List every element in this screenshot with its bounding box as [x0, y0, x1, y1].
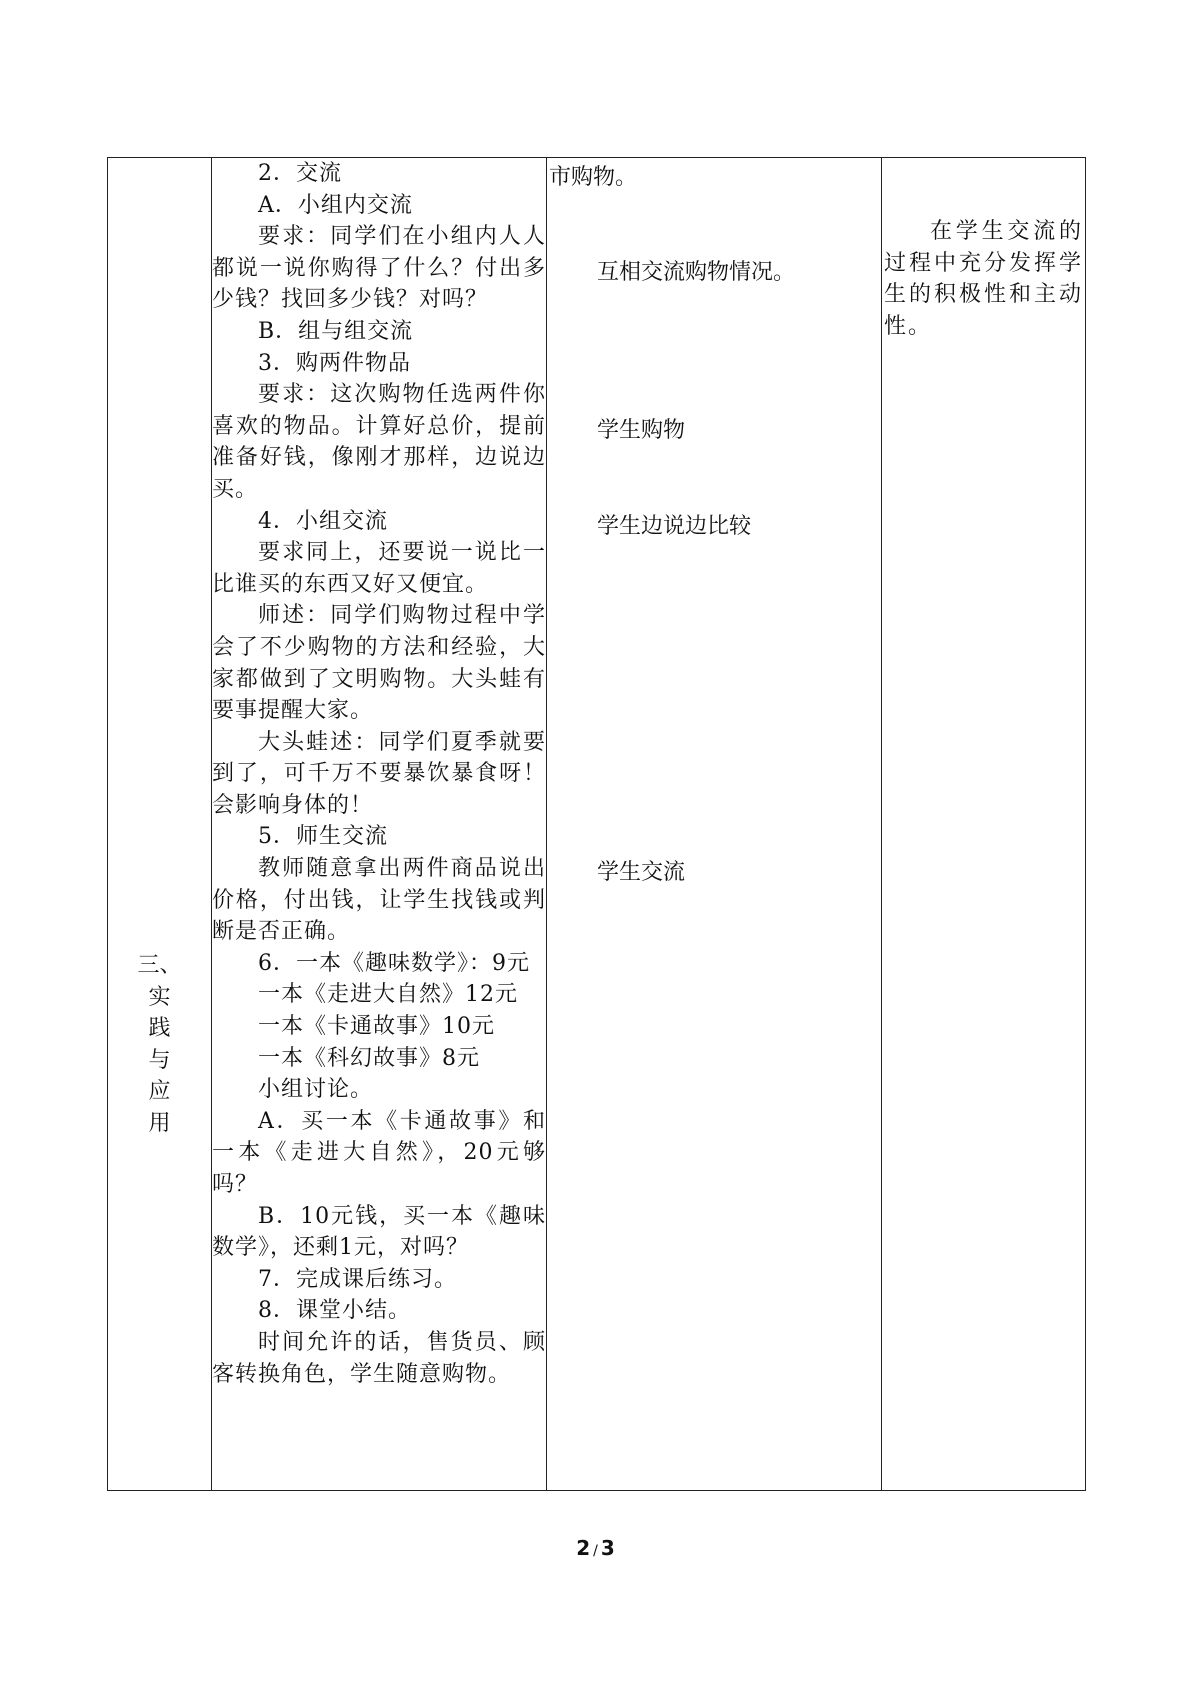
process-paragraph: 要求：同学们在小组内人人都说一说你购得了什么？付出多少钱？找回多少钱？对吗？	[212, 224, 546, 313]
stage-label-char: 实	[148, 984, 171, 1010]
stage-label-char: 践	[148, 1016, 171, 1042]
page-total: 3	[600, 1536, 615, 1560]
stage-label-char: 三、	[137, 953, 182, 978]
teaching-process-cell	[212, 158, 547, 1491]
process-paragraph: 师述：同学们购物过程中学会了不少购物的方法和经验，大家都做到了文明购物。大头蛙有要事提醒大家。	[212, 603, 546, 724]
process-paragraph: 小组讨论。	[258, 1077, 374, 1103]
process-paragraph: 5．师生交流	[258, 824, 388, 850]
process-paragraph: 要求：这次购物任选两件你喜欢的物品。计算好总价，提前准备好钱，像刚才那样，边说边买。	[212, 382, 546, 502]
stage-label	[108, 950, 211, 1140]
process-paragraph: 2．交流	[258, 161, 342, 186]
process-paragraph: 大头蛙述：同学们夏季就要到了，可千万不要暴饮暴食呀！会影响身体的！	[212, 729, 546, 818]
stage-label-char: 与	[148, 1047, 171, 1073]
activity-text: 学生交流	[597, 860, 686, 885]
stage-cell	[108, 158, 212, 1491]
process-paragraph: B．组与组交流	[258, 318, 414, 344]
lesson-plan-table	[107, 157, 1086, 1491]
activity-text: 学生边说边比较	[597, 514, 752, 539]
activity-text: 学生购物	[597, 418, 686, 443]
design-intent-text: 在学生交流的过程中充分发挥学生的积极性和主动性。	[884, 219, 1083, 339]
process-paragraph: 7．完成课后练习。	[258, 1266, 457, 1292]
process-paragraph: 要求同上，还要说一说比一比谁买的东西又好又便宜。	[212, 540, 546, 597]
page-separator: /	[593, 1543, 598, 1559]
process-paragraph: B．10元钱，买一本《趣味数学》，还剩1元，对吗？	[212, 1203, 546, 1261]
design-intent-cell	[882, 158, 1086, 1491]
process-paragraph: A．小组内交流	[258, 192, 413, 218]
student-activity-cell	[547, 158, 882, 1491]
page-number	[0, 1536, 1191, 1560]
process-paragraph: 3．购两件物品	[258, 350, 411, 376]
activity-text: 互相交流购物情况。	[597, 260, 796, 285]
table-row	[108, 158, 1086, 1491]
process-paragraph: 一本《卡通故事》10元	[258, 1014, 495, 1040]
process-paragraph: 教师随意拿出两件商品说出价格，付出钱，让学生找钱或判断是否正确。	[212, 856, 546, 945]
process-paragraph: 一本《科幻故事》8元	[258, 1045, 480, 1071]
activity-text: 市购物。	[549, 165, 638, 190]
process-paragraph: 8．课堂小结。	[258, 1298, 411, 1324]
process-paragraph: A．买一本《卡通故事》和一本《走进大自然》，20元够吗？	[212, 1108, 546, 1197]
stage-label-char: 应	[148, 1079, 171, 1105]
page-current: 2	[576, 1536, 591, 1560]
process-paragraph: 时间允许的话，售货员、顾客转换角色，学生随意购物。	[212, 1329, 546, 1387]
process-paragraph: 4．小组交流	[258, 508, 388, 534]
process-paragraph: 一本《走进大自然》12元	[258, 982, 518, 1008]
stage-label-char: 用	[148, 1110, 171, 1136]
process-paragraph: 6．一本《趣味数学》：9元	[258, 950, 530, 976]
